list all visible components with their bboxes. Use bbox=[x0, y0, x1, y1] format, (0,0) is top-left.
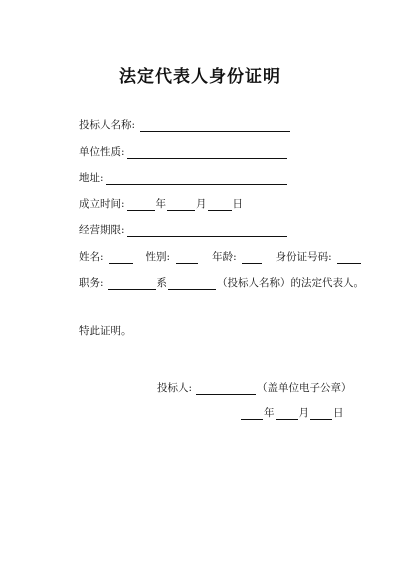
position-label: 职务: bbox=[79, 277, 104, 289]
established-label: 成立时间: bbox=[79, 198, 125, 210]
signature-bidder-label: 投标人: bbox=[157, 382, 193, 394]
id-number-blank bbox=[337, 251, 361, 264]
business-term-blank bbox=[127, 224, 287, 237]
position-blank bbox=[108, 277, 156, 290]
signature-year-blank bbox=[241, 407, 263, 420]
address-blank bbox=[106, 172, 287, 185]
signature-year-label: 年 bbox=[264, 407, 275, 419]
relation-blank bbox=[168, 277, 216, 290]
signature-bidder-blank bbox=[196, 382, 256, 395]
signature-day-blank bbox=[310, 407, 332, 420]
business-term-row bbox=[79, 223, 288, 237]
seal-note: （盖单位电子公章） bbox=[257, 382, 352, 394]
address-row bbox=[79, 171, 288, 185]
gender-label: 性别: bbox=[145, 251, 171, 263]
bidder-name-blank bbox=[140, 119, 290, 132]
id-number-label: 身份证号码: bbox=[275, 251, 332, 263]
address-label: 地址: bbox=[79, 172, 104, 184]
signature-month-label: 月 bbox=[298, 407, 309, 419]
signature-date-row bbox=[240, 406, 344, 420]
age-label: 年龄: bbox=[212, 251, 237, 263]
unit-nature-label: 单位性质: bbox=[79, 146, 125, 158]
certify-text: 特此证明。 bbox=[79, 325, 132, 337]
legal-rep-text: （投标人名称）的法定代表人。 bbox=[217, 277, 365, 289]
name-label: 姓名: bbox=[79, 251, 104, 263]
signature-day-label: 日 bbox=[333, 407, 344, 419]
established-year-blank bbox=[127, 198, 155, 211]
name-blank bbox=[109, 251, 133, 264]
age-blank bbox=[242, 251, 262, 264]
established-day-blank bbox=[208, 198, 232, 211]
bidder-name-label: 投标人名称: bbox=[79, 119, 136, 131]
signature-month-blank bbox=[276, 407, 298, 420]
established-month-label: 月 bbox=[196, 198, 207, 210]
established-year-label: 年 bbox=[155, 198, 167, 210]
bidder-name-row bbox=[79, 118, 291, 132]
relation-label: 系 bbox=[156, 277, 168, 289]
document-title: 法定代表人身份证明 bbox=[119, 67, 281, 87]
position-row bbox=[79, 276, 364, 290]
person-info-row bbox=[79, 250, 362, 264]
unit-nature-blank bbox=[127, 146, 287, 159]
business-term-label: 经营期限: bbox=[79, 224, 125, 236]
established-month-blank bbox=[167, 198, 195, 211]
gender-blank bbox=[176, 251, 198, 264]
established-row bbox=[79, 197, 243, 211]
bidder-signature-row bbox=[157, 381, 352, 395]
unit-nature-row bbox=[79, 145, 288, 159]
established-day-label: 日 bbox=[232, 198, 244, 210]
certify-row bbox=[79, 324, 132, 338]
